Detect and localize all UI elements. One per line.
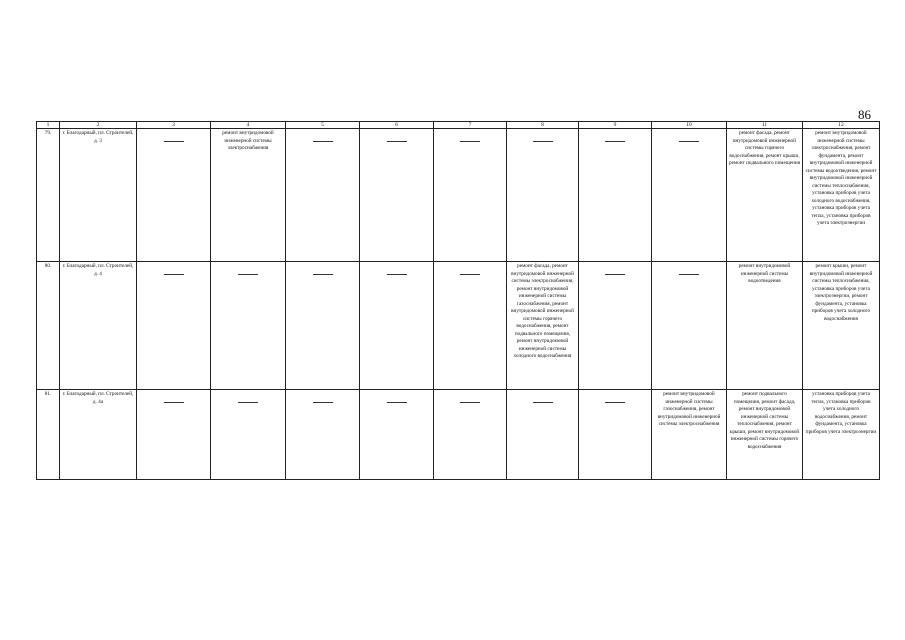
address-cell: г. Благодарный, пл. Строителей, д. 3 bbox=[60, 129, 137, 262]
dash-mark bbox=[460, 274, 480, 275]
column-header: 10 bbox=[652, 122, 727, 129]
address-cell: г. Благодарный, пл. Строителей, д. 4 bbox=[60, 262, 137, 390]
dash-mark bbox=[164, 274, 184, 275]
page-number: 86 bbox=[858, 107, 871, 122]
empty-cell bbox=[434, 129, 507, 262]
empty-cell bbox=[652, 129, 727, 262]
dash-mark bbox=[679, 274, 699, 275]
work-cell: ремонт внутридомовой инженерной системы электроснабжения, ремонт фундамента, ремонт внутридомовой инженерной системы водоотведения, ремонт внутридомовой инженерной системы теплоснабжения, установка приборов учета холодного водоснабжения, установка приборов учета тепла, установка приборов учета электроэнергии bbox=[803, 129, 880, 262]
empty-cell bbox=[211, 262, 286, 390]
empty-cell bbox=[360, 390, 434, 480]
empty-cell bbox=[286, 129, 360, 262]
column-header: 8 bbox=[507, 122, 579, 129]
dash-mark bbox=[605, 274, 625, 275]
column-header: 5 bbox=[286, 122, 360, 129]
dash-mark bbox=[164, 402, 184, 403]
empty-cell bbox=[507, 129, 579, 262]
empty-cell bbox=[579, 129, 652, 262]
column-header: 9 bbox=[579, 122, 652, 129]
row-number: 80. bbox=[37, 262, 60, 390]
empty-cell bbox=[137, 129, 211, 262]
dash-mark bbox=[605, 141, 625, 142]
dash-mark bbox=[238, 274, 258, 275]
column-header: 6 bbox=[360, 122, 434, 129]
work-cell: ремонт внутридомовой инженерной системы электроснабжения bbox=[211, 129, 286, 262]
work-cell: ремонт внутридомовой инженерной системы газоснабжения, ремонт внутридомовой инженерной системы электроснабжения bbox=[652, 390, 727, 480]
address-cell: г. Благодарный, пл. Строителей, д. 4а bbox=[60, 390, 137, 480]
column-header: 7 bbox=[434, 122, 507, 129]
column-header: 11 bbox=[727, 122, 803, 129]
dash-mark bbox=[238, 402, 258, 403]
empty-cell bbox=[211, 390, 286, 480]
empty-cell bbox=[434, 390, 507, 480]
empty-cell bbox=[652, 262, 727, 390]
empty-cell bbox=[434, 262, 507, 390]
dash-mark bbox=[313, 274, 333, 275]
dash-mark bbox=[679, 141, 699, 142]
empty-cell bbox=[286, 262, 360, 390]
dash-mark bbox=[387, 274, 407, 275]
column-header: 1 bbox=[37, 122, 60, 129]
empty-cell bbox=[286, 390, 360, 480]
dash-mark bbox=[164, 141, 184, 142]
work-cell: установка приборов учета тепла, установка приборов учета холодного водоснабжения, ремонт фундамента, установка приборов учета электроэнергии bbox=[803, 390, 880, 480]
empty-cell bbox=[360, 262, 434, 390]
empty-cell bbox=[507, 390, 579, 480]
column-header: 2 bbox=[60, 122, 137, 129]
dash-mark bbox=[533, 141, 553, 142]
dash-mark bbox=[387, 402, 407, 403]
dash-mark bbox=[460, 141, 480, 142]
row-number: 79. bbox=[37, 129, 60, 262]
table-row bbox=[37, 262, 880, 390]
table-row bbox=[37, 390, 880, 480]
work-cell: ремонт фасада, ремонт внутридомовой инженерной системы горячего водоснабжения, ремонт крыши, ремонт подвального помещения bbox=[727, 129, 803, 262]
dash-mark bbox=[387, 141, 407, 142]
dash-mark bbox=[605, 402, 625, 403]
work-cell: ремонт крыши, ремонт внутридомовой инженерной системы теплоснабжения, установка приборов учета электроэнергии, ремонт фундамента, установка приборов учета холодного водоснабжения bbox=[803, 262, 880, 390]
empty-cell bbox=[579, 390, 652, 480]
empty-cell bbox=[137, 390, 211, 480]
repair-schedule-table bbox=[36, 121, 880, 480]
dash-mark bbox=[313, 402, 333, 403]
table-row bbox=[37, 129, 880, 262]
column-header: 3 bbox=[137, 122, 211, 129]
dash-mark bbox=[313, 141, 333, 142]
column-header: 4 bbox=[211, 122, 286, 129]
column-number-header-row bbox=[37, 122, 880, 129]
dash-mark bbox=[533, 402, 553, 403]
work-cell: ремонт внутридомовой инженерной системы водоотведения bbox=[727, 262, 803, 390]
row-number: 81. bbox=[37, 390, 60, 480]
empty-cell bbox=[579, 262, 652, 390]
work-cell: ремонт фасада, ремонт внутридомовой инженерной системы электроснабжения, ремонт внутридомовой инженерной системы газоснабжения, ремонт внутридомовой инженерной системы горячего водоснабжения, ремонт подвального помещения, ремонт внутридомовой инженерной системы холодного водоснабжения bbox=[507, 262, 579, 390]
column-header: 12 bbox=[803, 122, 880, 129]
empty-cell bbox=[360, 129, 434, 262]
dash-mark bbox=[460, 402, 480, 403]
empty-cell bbox=[137, 262, 211, 390]
work-cell: ремонт подвального помещения, ремонт фасада, ремонт внутридомовой инженерной системы теплоснабжения, ремонт крыши, ремонт внутридомовой инженерной системы горячего водоснабжения bbox=[727, 390, 803, 480]
